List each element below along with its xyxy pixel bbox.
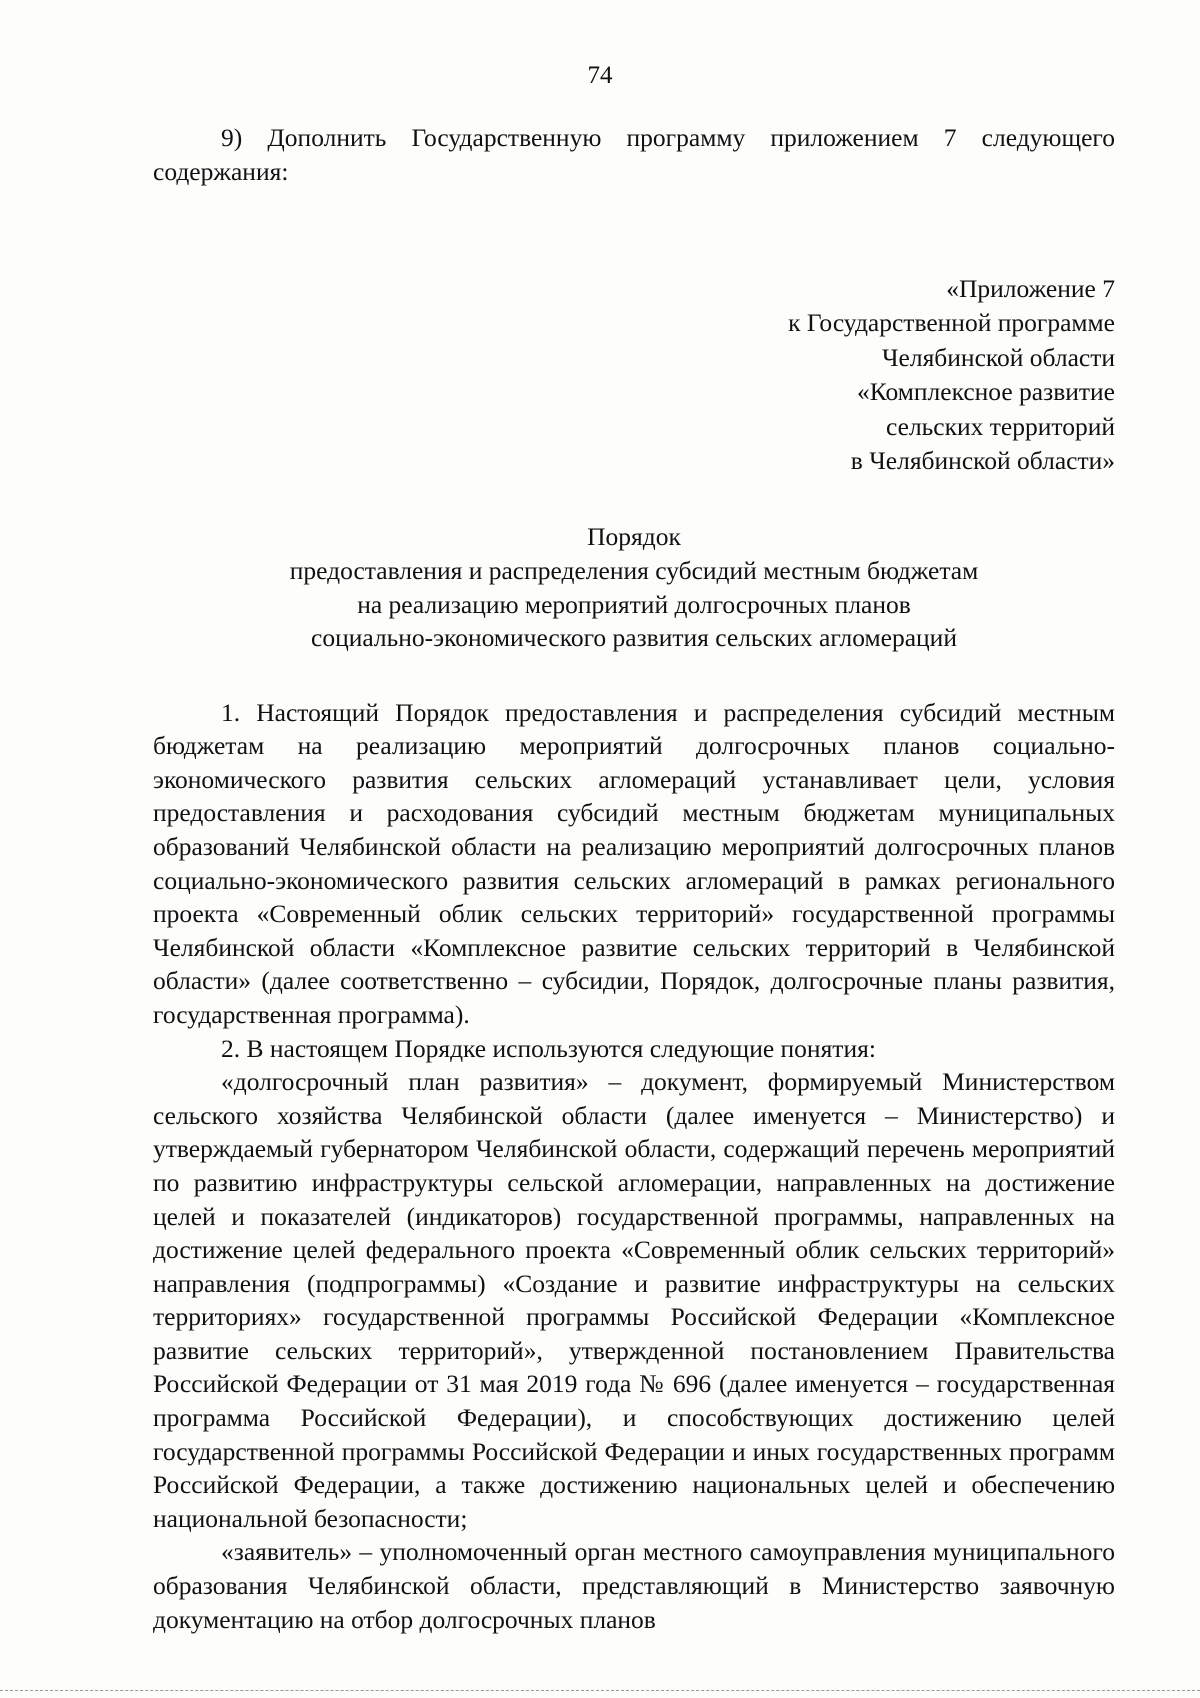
- appendix-line: сельских территорий: [886, 411, 1115, 441]
- appendix-line: в Челябинской области»: [850, 446, 1115, 476]
- document-content: [153, 121, 1115, 1636]
- paragraph-2: 2. В настоящем Порядке используются следующие понятия:: [221, 1033, 876, 1063]
- paragraph-1: 1. Настоящий Порядок предоставления и распределения субсидий местным бюджетам на реализацию мероприятий долгосрочных планов социально-экономического развития сельских агломераций устанавливает цели, условия предоставления и расходования субсидий местным бюджетам муниципальных образований Челябинской области на реализацию мероприятий долгосрочных планов социально-экономического развития сельских агломераций в рамках регионального проекта «Современный облик сельских территорий» государственной программы Челябинской области «Комплексное развитие сельских территорий в Челябинской области» (далее соответственно – субсидии, Порядок, долгосрочные планы развития, государственная программа).: [153, 697, 1115, 1029]
- title-line: предоставления и распределения субсидий местным бюджетам: [289, 556, 979, 586]
- paragraph-definition-plan: «долгосрочный план развития» – документ, формируемый Министерством сельского хозяйства Челябинской области (далее именуется – Министерство) и утверждаемый губернатором Челябинской области, содержащий перечень мероприятий по развитию инфраструктуры сельской агломерации, направленных на достижение целей и показателей (индикаторов) государственной программы, направленных на достижение целей федерального проекта «Современный облик сельских территорий» направления (подпрограммы) «Создание и развитие инфраструктуры на сельских территориях» государственной программы Российской Федерации «Комплексное развитие сельских территорий», утвержденной постановлением Правительства Российской Федерации от 31 мая 2019 года № 696 (далее именуется – государственная программа Российской Федерации), и способствующих достижению целей государственной программы Российской Федерации и иных государственных программ Российской Федерации, а также достижению национальных целей и обеспечению национальной безопасности;: [153, 1067, 1115, 1533]
- title-main: Порядок: [587, 521, 681, 551]
- title-line: на реализацию мероприятий долгосрочных планов: [357, 589, 911, 619]
- appendix-line: «Приложение 7: [946, 273, 1115, 303]
- intro-paragraph: 9) Дополнить Государственную программу приложением 7 следующего содержания:: [153, 123, 1115, 186]
- title-line: социально-экономического развития сельских агломераций: [311, 623, 957, 653]
- page-number: 74: [587, 62, 613, 89]
- body-text: [153, 696, 1115, 1637]
- scan-edge-line: [0, 1690, 1200, 1691]
- appendix-line: «Комплексное развитие: [857, 377, 1115, 407]
- appendix-line: к Государственной программе: [788, 308, 1115, 338]
- appendix-reference: [153, 272, 1115, 479]
- appendix-line: Челябинской области: [881, 342, 1115, 372]
- paragraph-definition-applicant: «заявитель» – уполномоченный орган местного самоуправления муниципального образования Челябинской области, представляющий в Министерство заявочную документацию на отбор долгосрочных планов: [153, 1537, 1115, 1634]
- document-title: [153, 520, 1115, 655]
